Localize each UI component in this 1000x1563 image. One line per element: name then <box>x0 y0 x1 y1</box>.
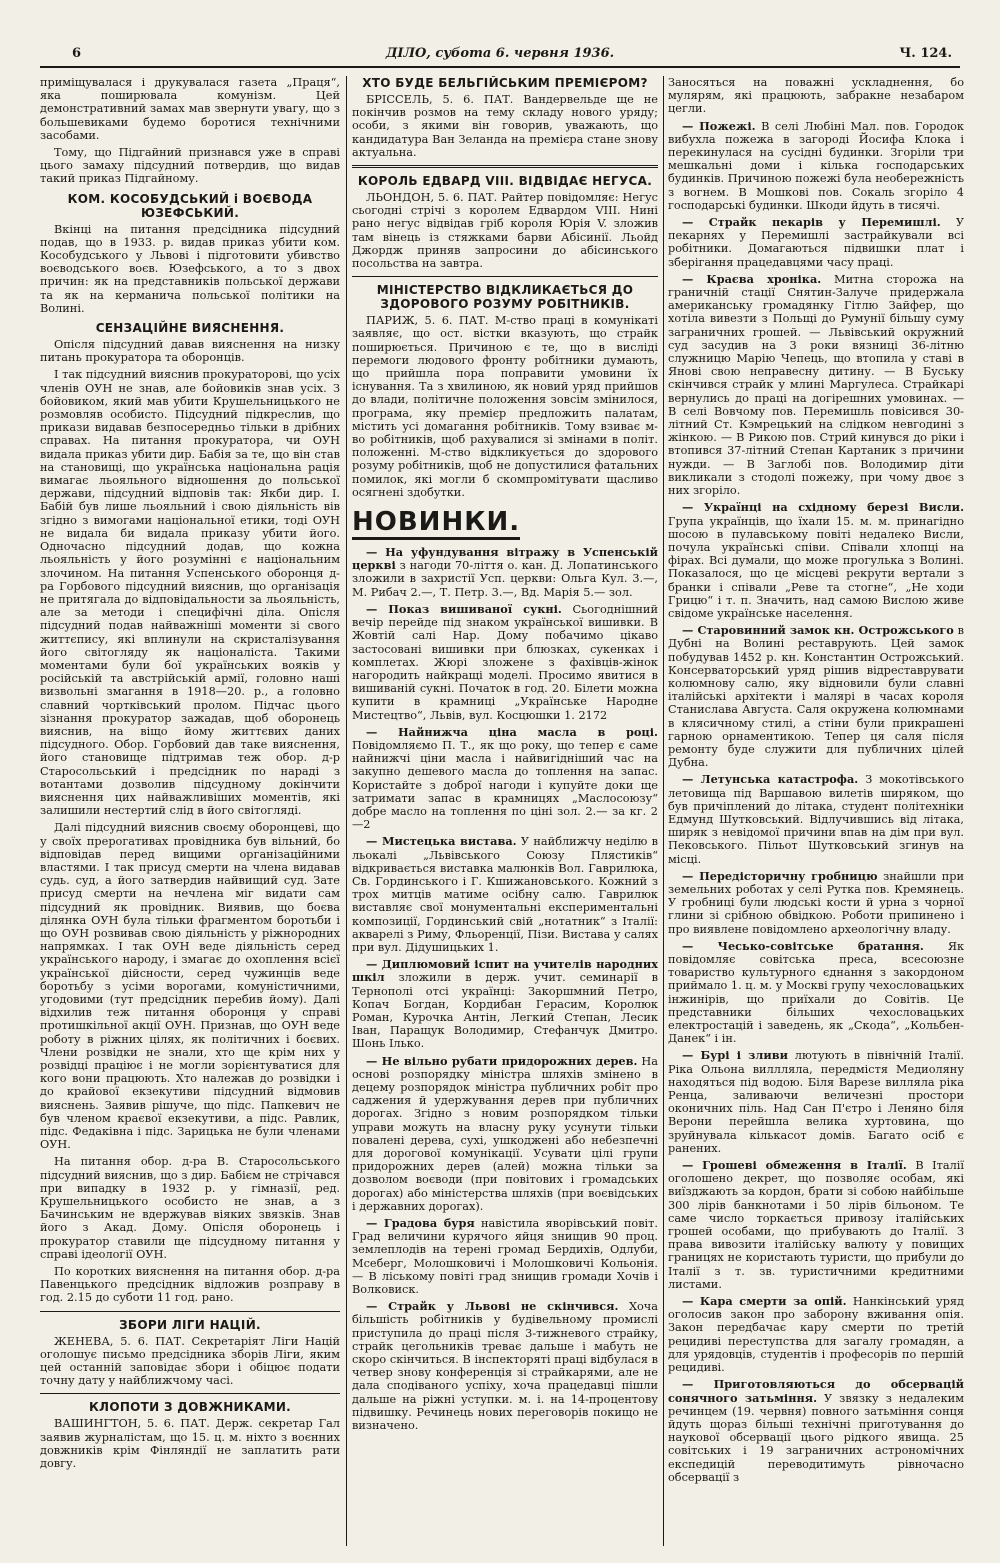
paragraph: Заносяться на поважні ускладнення, бо мулярям, які працюють, забракне незабаром цегли. <box>668 76 964 116</box>
news-item-title: — Диплюмовий іспит на учителів народних шкіл <box>352 957 658 985</box>
paragraph: ПАРИЖ, 5. 6. ПАТ. М-ство праці в комунікаті заявляє, що ост. вістки вказують, що страйк поширюється. Причиною є те, що в висліді перемоги людового фронту робітники думають, що прийшла пора поправити умовини їх існування. Та з хвилиною, як новий уряд прийшов до влади, політичне положення зовсім змінилося, програма, яку премієр предложить палатам, містить усі домагання робітників. Тому взиває м-во робітників, щоб рахувалися зі змінами в політ. положенні. М-ство відкликується до здорового розуму робітників, щоб не допустилися фатальних помилок, які могли б скомпромітувати щасливо осягнені здобутки. <box>352 314 658 499</box>
article-heading: ЗБОРИ ЛІГИ НАЦІЙ. <box>119 1317 261 1332</box>
article-heading: КОМ. КОСОБУДСЬКИЙ і ВОЄВОДА ЮЗЕФСЬКИЙ. <box>67 191 313 220</box>
article-heading: ХТО БУДЕ БЕЛЬГІЙСЬКИМ ПРЕМІЄРОМ? <box>362 76 648 90</box>
divider <box>352 276 658 277</box>
news-item-text: У пекарнях у Перемишлі застрайкували всі робітники. Домагаються підвишки плат і зберігання працедавцями часу праці. <box>668 216 964 269</box>
divider <box>352 165 658 168</box>
page-number: 6 <box>72 46 82 61</box>
news-item-title: — Кара смерти за опій. <box>682 1294 847 1309</box>
news-item-text: навістила яворівський повіт. Град величини курячого яйця знищив 90 проц. землеплодів на терені громад Бердихів, Одлуби, Мсеберг, Молошковичі і Молошковичі Кольонія. — В ліському повіті град знищив громади Хочів і Волковиск. <box>352 1217 658 1297</box>
article-heading: СЕНЗАЦІЙНЕ ВИЯСНЕННЯ. <box>95 321 285 336</box>
news-item-text: в Дубні на Волині реставрують. Цей замок побудував 1452 р. кн. Константин Острожський. Консерваторський уряд рішив відреставрувати колюмнову салю, яку відновили були славні італійські архітекти і малярі в часах короля Станислава Августа. Саля окружена колюмнами в клясичному стилі, а стіни були прикрашені гарною орнаментикою. Тепер ця саля після ремонту буде служити для публичних цілей Дубна. <box>668 624 964 770</box>
column-2 <box>352 76 658 1546</box>
news-item <box>352 1055 658 1213</box>
paragraph: Опісля підсудний давав вияснення на низку питань прокуратора та оборонців. <box>40 338 340 365</box>
news-item <box>352 726 658 832</box>
news-item-title: — Не вільно рубати придорожних дерев. <box>366 1053 638 1068</box>
paragraph: На питання обор. д-ра В. Старосольського підсудний вияснив, що з дир. Бабієм не стрічався при випадку в 1932 р. у гімназії, ред. Крушельницького особисто не знав, а з Бачинським не вдержував віяких звязків. Знав його з Акад. Дому. Опісля оборонець і прокуратор ставили ще підсудному питання у справі ідеології ОУН. <box>40 1155 340 1261</box>
column-divider <box>346 76 347 1546</box>
news-item-text: У звязку з недалеким речинцем (19. червня) повного затьміння сонця йдуть щораз більші технічні приготування до наукової обсервації цього рідкого явища. 25 совітських і 19 заграничних астрономічних експедицій переводитимуть рівночасно обсервації з <box>668 1391 964 1484</box>
news-item-title: — Найнижча ціна масла в році. <box>366 724 658 739</box>
news-item <box>668 120 964 212</box>
page-header <box>40 44 960 68</box>
news-item <box>668 1049 964 1155</box>
news-item <box>668 940 964 1046</box>
news-item-text: Як повідомляє совітська преса, всесоюзне товариство культурного єднання з закордоном приймало 1. ц. м. у Москві групу чехословацьких інжинірів, що приїхали до Совітів. Це представники більших чехословацьких електростацій і заведень, як „Скода“, „Кольбен-Данек“ і ін. <box>668 939 964 1046</box>
news-item-text: Митна сторожа на граничній стації Снятин-Залуче придержала американську громадянку Гітлю Зайфер, що хотіла вивезти з Польщі до Румунії більшу суму заграничних грошей. — Львівський окружний суд засудив на 3 роки вязниці 36-літню служницю Марію Чепець, що втопила у ставі в Янові свою неправесну дитину. — В Буську скінчився страйк у млині Маргулеса. Страйкарі вернулись до праці на догірешних умовинах. — В селі Вовчому пов. Перемишль повісився 30-літний Ст. Кэмрецький на слідком невгодині з жінкою. — В Рикою пов. Стрий кинувся до ріки і втопився 37-літний Степан Картаник з причини нужди. — В Заглобі пов. Володимир діти викликали з стодолі пожежу, при чому двоє з них згоріло. <box>668 272 964 498</box>
news-item <box>668 273 964 497</box>
news-item-text: Група українців, що їхали 15. м. м. принагідно шосою в пулавському повіті недалеко Висли, почула українські співи. Співали хлопці на фірах. Всі думали, що може прогулька з Волині. Показалося, що це місцеві рекрути вертали з бранки і співали „Реве та стогне“, „Не ходи Грицю“ і т. п. Значить, над самою Вислою живе свідоме українське населення. <box>668 514 964 620</box>
news-item-title: — Градова буря <box>366 1216 475 1231</box>
news-item-title: — Летунська катастрофа. <box>682 772 859 787</box>
paragraph: БРІССЕЛЬ, 5. 6. ПАТ. Вандервельде ще не покінчив розмов на тему складу нового уряду; особи, з якими він говорив, уважають, що кандидатура Ван Зеланда на премієра стане знову актуальна. <box>352 93 658 159</box>
news-item <box>668 1295 964 1374</box>
paragraph: ВАШИНГТОН, 5. 6. ПАТ. Держ. секретар Гал заявив журналістам, що 15. ц. м. ніхто з воєнних довжників крім Фінляндії не заплатить рати довгу. <box>40 1417 340 1471</box>
news-item-text: зложили в держ. учит. семинарії в Тернополі отсі українці: Закоршмний Петро, Копач Богдан, Кордибан Герасим, Королюк Роман, Курочка Антін, Легкий Степан, Лесик Іван, Паращук Володимир, Стефанчук Дмитро. Шонь Ілько. <box>352 971 658 1051</box>
paragraph: приміщувалася і друкувалася газета „Праця“, яка поширювала комунізм. Цей демонстративний замах мав звернути увагу, що з большевиками будемо боротися технічними засобами. <box>40 76 340 142</box>
news-item-title: — Приготовляються до обсервацій сонячного затьміння. <box>668 1377 964 1405</box>
news-item-text: В Італії оголошено декрет, що позволяє особам, які виїзджають за кордон, брати зі собою найбільше 300 лірів банкнотами і 50 лірів більоном. Те саме число торкається привозу італійських грошей особами, що прибувають до Італії. З права вивозити італійську валюту у повищих границях не користають туристи, що прибули до Італії з т. зв. туристичними кредитними листами. <box>668 1159 964 1291</box>
news-item-text: З мокотівського летовища під Варшавою вилетів ширяком, що був причіплений до літака, студент політехніки Едмунд Шутковський. Відлучившись від літака, ширяк з невідомої причини впав на дім при вул. Пековського. Пільот Шутковський згинув на місці. <box>668 773 964 866</box>
news-item <box>668 1159 964 1291</box>
news-item <box>352 546 658 599</box>
news-item-text: Хоча більшість робітників у будівельному промислі приступила до праці після 3-тижневого страйку, страйк цегольників треває дальше і мабуть не скоро скінчиться. В інспекторяті праці відбулася в четвер знову конференція зі страйкарями, але не дала сподіваного успіху, хоча працедавці пішли дальше на ріжні уступки. м. і. на 14-процентову підвишку. Речинець нових переговорів покищо не визначено. <box>352 1300 658 1433</box>
divider <box>40 1311 340 1312</box>
news-item <box>352 835 658 954</box>
news-item-title: — Страйк у Львові не скінчився. <box>366 1299 619 1314</box>
article-heading: КОРОЛЬ ЕДВАРД VIII. ВІДВІДАЄ НЕГУСА. <box>357 174 653 189</box>
news-item <box>668 1378 964 1484</box>
column-3 <box>668 76 964 1546</box>
section-title-news: НОВИНКИ. <box>352 507 520 540</box>
news-item-text: Нанкінський уряд оголосив закон про заборону вживання опія. Закон передбачає кару смерти по третій рецидиві переступства для загалу громадян, а для урядовців, студентів і професорів по першій рецидиві. <box>668 1295 964 1375</box>
news-item <box>352 1217 658 1296</box>
news-item-text: лютують в північній Італії. Ріка Ольона виллляла, передмістя Медиоляну находяться під водою. Біля Варезе вилляла ріка Ренца, заливаючи величезні простори оконичних піль. Над Сан П'єтро і Леняно біля Верони перейшла велика хуртовина, що зруйнувала кількасот домів. Багато осіб є ранених. <box>668 1049 964 1155</box>
newspaper-title-date: ДІЛО, субота 6. червня 1936. <box>385 46 615 61</box>
article-heading: КЛОПОТИ З ДОВЖНИКАМИ. <box>88 1400 292 1415</box>
news-item-text: знайшли при земельних роботах у селі Рутка пов. Кремянець. У гробниці були людські кости й урна з чорної глини зі срібною обвідкою. Роботи припинено і про виявлене повідомлено археологічну владу. <box>668 869 964 936</box>
news-item-text: В селі Любіні Мал. пов. Городок вибухла пожежа в загороді Йосифа Клока і перекинулася на сусідні будинки. Згоріли три мешкальні доми і кілька господарських будинків. Причиною пожежі була необережність з вогнем. В Мошкові пов. Сокаль згоріло 4 господарські будинки. Шкоди йдуть в тисячі. <box>668 119 964 212</box>
paragraph: ЛЬОНДОН, 5. 6. ПАТ. Райтер повідомляє: Негус сьогодні стрічі з королем Едвардом VIII. Нині рано негус відвідав гріб короля Юрія V. зложив там вінець із стяжками барви Абісинії. Льойд Джордж приняв запросини до абісинського посольства на завтра. <box>352 191 658 271</box>
news-item-title: — Показ вишиваної сукні. <box>366 601 562 616</box>
news-item-title: — Чесько-совітське братання. <box>682 938 924 953</box>
news-item-title: — Пожежі. <box>682 118 756 133</box>
news-item-title: — На уфундування вітражу в Успенській церкві <box>352 545 658 573</box>
paragraph: І так підсудний вияснив прокураторові, що усіх членів ОУН не знав, але бойовиків знав усіх. З бойовиком, який мав убити Крушельницького не розмовляв особисто. Підсудний підкреслив, що прикази видавав безпосередньо тільки в дрібних справах. На питання прокуратора, чи ОУН видала приказ убити дир. Бабія за те, що він став на становищі, що українська національна рація вимагає льояльного відношення до польської держави, підсудний відповів так: Якби дир. І. Бабій був лише льояльний і свою діяльність вів згідно з вимогами національної етики, тоді ОУН не видала би видала приказу убити його. Одночасно підсудний додав, що кожна льояльність у його розумінні є національним злочином. На питання Успенського оборонця д-ра Горбового підсудний вияснив, що організація не притягала до відповідальности за льояльність, але за методи і специфічні діла. Опісля підсудний подав найважніші моменти зі свого життєпису, які вплинули на скристалізування його світогляду як націоналіста. Такими моментами були бої українських вояків у російській та австрійській армії, головно наші визвольні змагання в 1918—20. р., а головно славний чортківський пролом. Підчас цього зізнання прокуратор зажадав, щоб оборонець вияснив, на віщо йому життєвих даних підсудного. Обор. Горбовий дав таке вияснення, його становище підтримав теж обор. д-р Старосольський і предсідник по нараді з вотантами дозволив підсудному докінчити вияснення цих найважливіших моментів, які залишили нестертий слід в його світогляді. <box>40 368 340 818</box>
issue-number: Ч. 124. <box>899 46 952 61</box>
news-item <box>668 624 964 769</box>
news-item <box>352 958 658 1050</box>
news-item-title: — Українці на східному березі Висли. <box>682 500 964 515</box>
news-item-title: — Краєва хроніка. <box>682 271 822 286</box>
paragraph: Тому, що Підгайний признався уже в справі цього замаху підсудний потвердив, що видав такий приказ Підгайному. <box>40 146 340 186</box>
news-item <box>668 870 964 936</box>
divider <box>40 1393 340 1394</box>
news-item-text: з нагоди 70-ліття о. кан. Д. Лопатинського зложили в захристії Усп. церкви: Ольга Кул. 3.—, М. Рибач 2.—, Т. Петр. 3.—, Вд. Марія 5.— зол. <box>352 559 658 599</box>
paragraph: Вкінці на питання предсідника підсудний подав, що в 1933. р. видав приказ убити ком. Кособудського у Львові і підготовити убивство воєводського воєв. Юзефського, а то з двох причин: як на представників польської держави та як на керманича польської політики на Волині. <box>40 222 340 315</box>
news-item <box>352 1300 658 1432</box>
news-item-title: — Грошеві обмеження в Італії. <box>682 1158 907 1173</box>
news-item-title: — Мистецька вистава. <box>366 834 517 849</box>
column-divider <box>663 76 664 1546</box>
news-item-title: — Передісторичну гробницю <box>682 868 878 883</box>
news-item-text: Сьогоднішний вечір перейде під знаком української вишивки. В Жовтій салі Нар. Дому побачимо цікаво застосовані вишивки при блюзках, сукенках і комплетах. Жюрі зложене з фахівців-жінок нагородить найкращі моделі. Просимо явитися в вишиваній сукні. Початок в год. 20. Білети можна купити в крамниці „Українське Народне Мистецтво“, Львів, вул. Косцюшки 1. 2172 <box>352 602 658 722</box>
news-item-text: На основі розпорядку міністра шляхів змінено в децему розпорядок міністра публичних робіт про саджения й удержування дерев при публичних дорогах. Згідно з новим розпорядком тільки управи можуть на власну руку усунути тільки повалені дерева, сухі, ушкоджені або небезпечні для дорогової комунікації. Усувати цілі групи придорожних дерев (алей) можна тільки за дозволом воєводи (при повітових і громадських дорогах) або міністерства шляхів (при воєвідських і державних дорогах). <box>352 1054 658 1213</box>
paragraph: ЖЕНЕВА, 5. 6. ПАТ. Секретаріят Ліги Націй оголошує письмо предсідника зборів Ліги, яким цей останній заповідає збори і обіцює подати точну дату у найближчому часі. <box>40 1334 340 1388</box>
news-item-title: — Страйк пекарів у Перемишлі. <box>682 215 941 230</box>
news-item <box>668 773 964 865</box>
news-item-title: — Старовинний замок кн. Острожського <box>682 623 954 638</box>
paragraph: По коротких вияснення на питання обор. д-ра Павенцького предсідник відложив розправу в год. 2.15 до суботи 11 год. рано. <box>40 1265 340 1305</box>
news-item <box>668 216 964 269</box>
news-item-title: — Бурі і зливи <box>682 1048 788 1063</box>
news-item-text: Повідомляємо П. Т., як що року, що тепер є саме найнижчі ціни масла і найвигідніший час на закупно дешевого масла до топлення на запас. Користайте з доброї нагоди і купуйте доки ще затримати запас в крамницях „Маслосоюзу“ добре масло на топлення по ціні зол. 2.— за кг. 2—2 <box>352 738 658 832</box>
news-item <box>352 603 658 722</box>
column-1 <box>40 76 340 1546</box>
news-item <box>668 501 964 620</box>
article-heading: МІНІСТЕРСТВО ВІДКЛИКАЄТЬСЯ ДО ЗДОРОВОГО РОЗУМУ РОБІТНИКІВ. <box>376 283 634 312</box>
news-item-text: У найближчу неділю в льокалі „Львівського Союзу Плястиків“ відкривається виставка малюнків Вол. Гаврилюка, Св. Гординського і Г. Кшижановського. Кожний з трох митців матиме осібну салю. Гаврилюк виставляє свої монументальні експериментальні композиції, Гординський свій „нотатник“ з Італії: акварелі з Риму, Фльоренції, Пізи. Вистава у салях при вул. Дідушицьких 1. <box>352 835 658 954</box>
paragraph: Далі підсудний вияснив своєму оборонцеві, що у своїх прерогативах провідника був вільний, бо відповідав перед вищими організаційними властями. І так присуд смерти на члена видавав судь. суд, а його затвердив найвищий суд. Зате присуд смерти на нечлена міг видати сам підсудний як провідник. Виявив, що боєва ділянка ОУН була тільки фрагментом боротьби і що ОУН розвивав свою діяльність у ріжнородних напрямках. І так ОУН веде діяльність серед українського народу, і змагає до охоплення всієї української дійсности, серед чужинців веде боротьбу з усіми ворогами, комуністичними, угодовими (тут предсідник перебив йому). Далі відхилив теж питання оборонця у справі протишкільної акції ОУН. Признав, що ОУН веде роботу в ріжних цілях, як політичних і боєвих. Члени розвідки не знали, хто ще крім них у розвідці праціює і не могли зорієнтуватися для кого вони працюють. Хто належав до розвідки і до крайової екзекутиви підсудний відмовив вияснень. Заявив рішуче, що підс. Папкевич не був членом краєвої екзекутиви, а підс. Равлик, підс. Федаківна і підс. Зарицька не були членами ОУН. <box>40 821 340 1152</box>
